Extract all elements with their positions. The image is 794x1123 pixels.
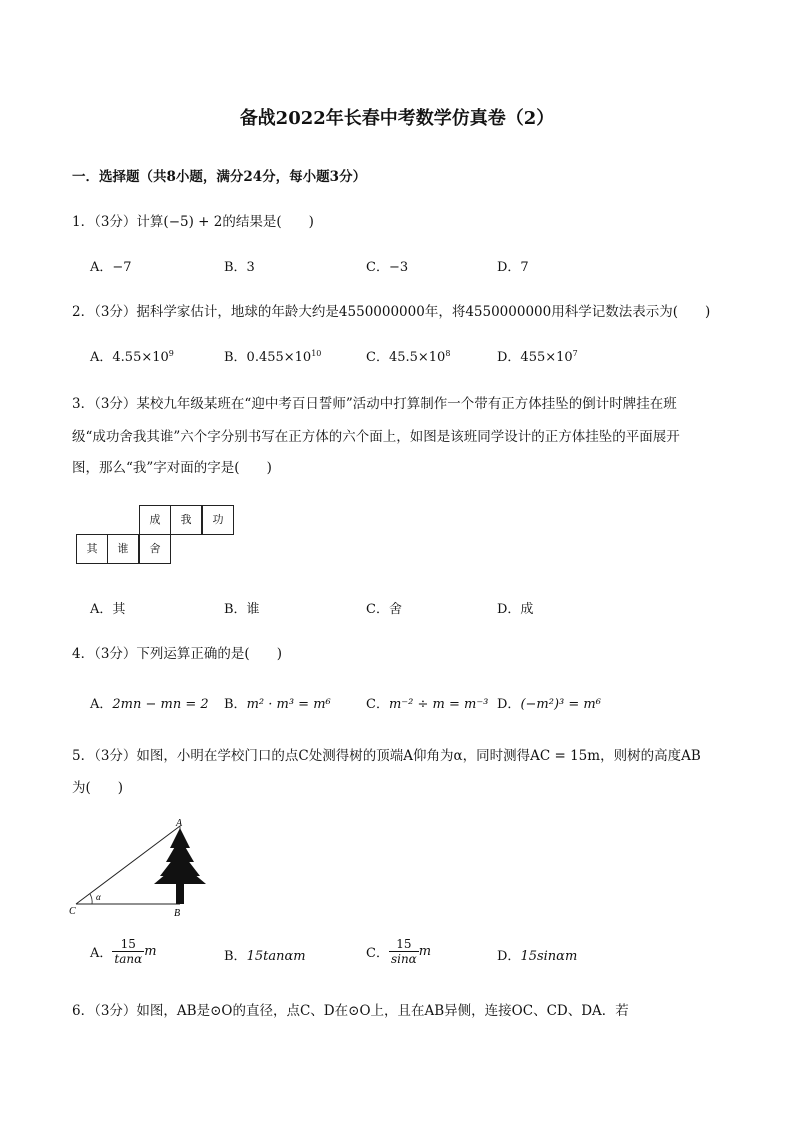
question-3-line-1: 3．（3分）某校九年级某班在“迎中考百日誓师”活动中打算制作一个带有正方体挂坠的倒计时牌挂在班: [72, 396, 677, 412]
point-b-label: B: [174, 908, 181, 918]
q1-option-a: A．−7: [90, 260, 132, 275]
q2-option-d: D．$455\times 10^7$: [497, 349, 578, 365]
question-4-stem: 4．（3分）下列运算正确的是( ): [72, 646, 282, 662]
q5-option-d: D．15sinαm: [497, 949, 578, 964]
net-cell-gong: 功: [202, 505, 234, 535]
net-cell-qi: 其: [76, 534, 108, 564]
section-heading: 一．选择题（共8小题，满分24分，每小题3分）: [72, 169, 367, 185]
q1-option-c: C．−3: [366, 260, 409, 275]
net-cell-wo: 我: [170, 505, 202, 535]
net-cell-shui: 谁: [107, 534, 139, 564]
q5-option-b: B．15tanαm: [224, 949, 306, 964]
q3-option-c: C．舍: [366, 602, 402, 617]
net-cell-cheng: 成: [139, 505, 171, 535]
q5-option-a: A． $\frac{15}{\tan\alpha}$ m: [90, 937, 157, 966]
q4-option-a: A．2mn − mn = 2: [90, 697, 209, 712]
question-3-line-2: 级“成功舍我其谁”六个字分别书写在正方体的六个面上，如图是该班同学设计的正方体挂坠的平面展开: [72, 429, 680, 445]
q2-option-a: A．$4.55\times 10^9$: [90, 349, 174, 365]
tree-angle-figure: [68, 818, 218, 918]
q4-option-d: D．(−m²)³ = m⁶: [497, 697, 601, 712]
question-5-line-2: 为( ): [72, 780, 124, 796]
q2-option-b: B．$0.455\times 10^{10}$: [224, 349, 322, 365]
question-1-stem: 1．（3分）计算(−5) + 2的结果是( ): [72, 214, 314, 230]
question-5-line-1: 5．（3分）如图，小明在学校门口的点C处测得树的顶端A仰角为α，同时测得AC = 15m，则树的高度AB: [72, 748, 701, 764]
question-3-line-3: 图，那么“我”字对面的字是( ): [72, 460, 272, 476]
question-6-stem: 6．（3分）如图，AB是⊙O的直径，点C、D在⊙O上，且在AB异侧，连接OC、CD、DA．若: [72, 1003, 629, 1019]
q3-option-b: B．谁: [224, 602, 260, 617]
q4-option-c: C．m⁻² ÷ m = m⁻³: [366, 697, 489, 712]
angle-alpha-label: α: [96, 892, 101, 902]
point-a-label: A: [176, 818, 183, 829]
q5-option-c: C． $\frac{15}{\sin\alpha}$ m: [366, 937, 432, 966]
angle-arc: [90, 894, 92, 904]
question-2-stem: 2．（3分）据科学家估计，地球的年龄大约是4550000000年，将4550000000用科学记数法表示为( ): [72, 304, 711, 320]
q1-option-b: B．3: [224, 260, 255, 275]
q1-option-d: D．7: [497, 260, 529, 275]
point-c-label: C: [69, 906, 76, 917]
q2-option-c: C．$45.5\times 10^8$: [366, 349, 451, 365]
page-title: 备战2022年长春中考数学仿真卷（2）: [239, 108, 555, 129]
q3-option-d: D．成: [497, 602, 534, 617]
net-cell-she: 舍: [139, 534, 171, 564]
q4-option-b: B．m² · m³ = m⁶: [224, 697, 331, 712]
q3-option-a: A．其: [90, 602, 126, 617]
segment-ca: [76, 826, 180, 904]
